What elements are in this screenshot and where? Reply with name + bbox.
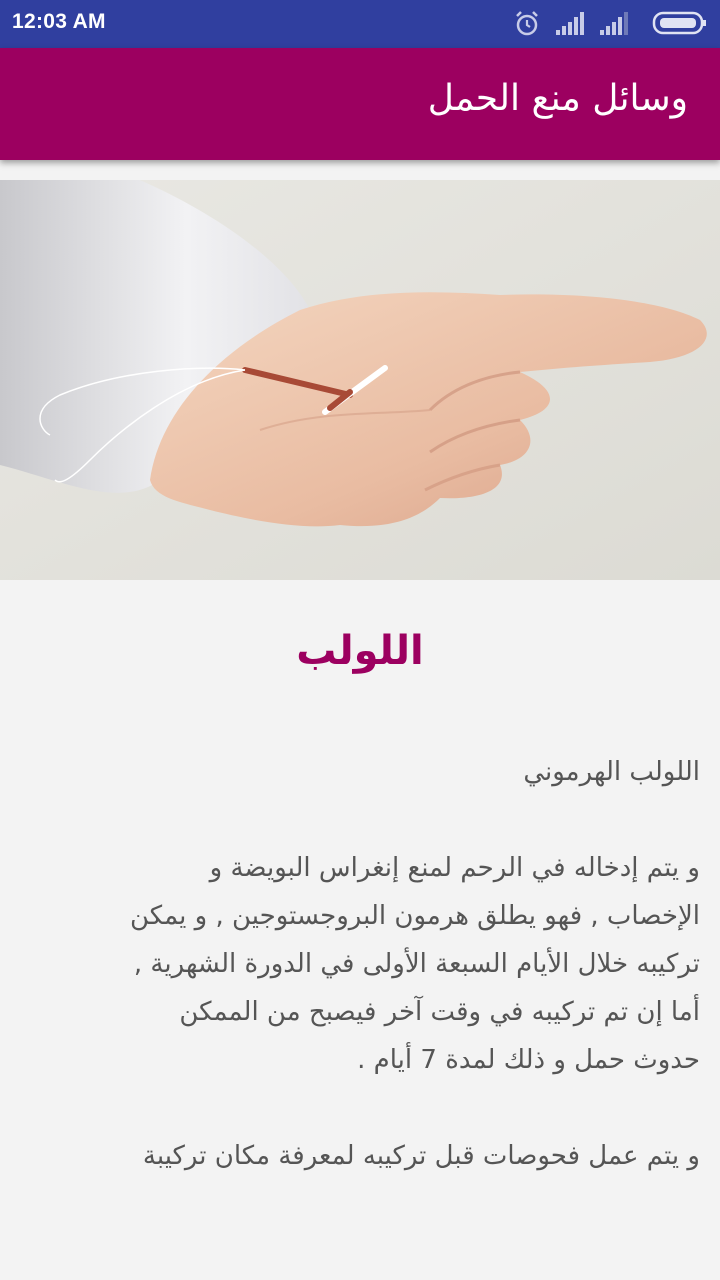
signal-icon [554, 10, 588, 36]
spacer [36, 796, 700, 844]
status-time: 12:03 AM [12, 10, 106, 33]
hand-iud-image [0, 180, 720, 580]
alarm-icon [514, 10, 540, 38]
paragraph-line-next: و يتم عمل فحوصات قبل تركيبه لمعرفة مكان تركيبة [142, 1141, 700, 1171]
signal-icon-2 [598, 10, 632, 36]
status-bar [0, 0, 720, 48]
hero-image [0, 180, 720, 580]
paragraph-line: الإخصاب , فهو يطلق هرمون البروجستوجين , و يمكن [129, 901, 700, 931]
article-title: اللولب [296, 628, 424, 674]
article-subtitle: اللولب الهرموني [523, 757, 700, 787]
app-title: وسائل منع الحمل [427, 78, 688, 119]
spacer [36, 1084, 700, 1132]
paragraph-line: تركيبه خلال الأيام السبعة الأولى في الدورة الشهرية , [133, 949, 700, 979]
article-content [36, 748, 700, 1173]
battery-icon [652, 10, 708, 36]
paragraph-line: و يتم إدخاله في الرحم لمنع إنغراس البويضة و [209, 853, 700, 883]
paragraph-line: حدوث حمل و ذلك لمدة 7 أيام . [357, 1045, 700, 1075]
app-bar [0, 48, 720, 160]
paragraph-line: أما إن تم تركيبه في وقت آخر فيصبح من الممكن [179, 997, 700, 1027]
